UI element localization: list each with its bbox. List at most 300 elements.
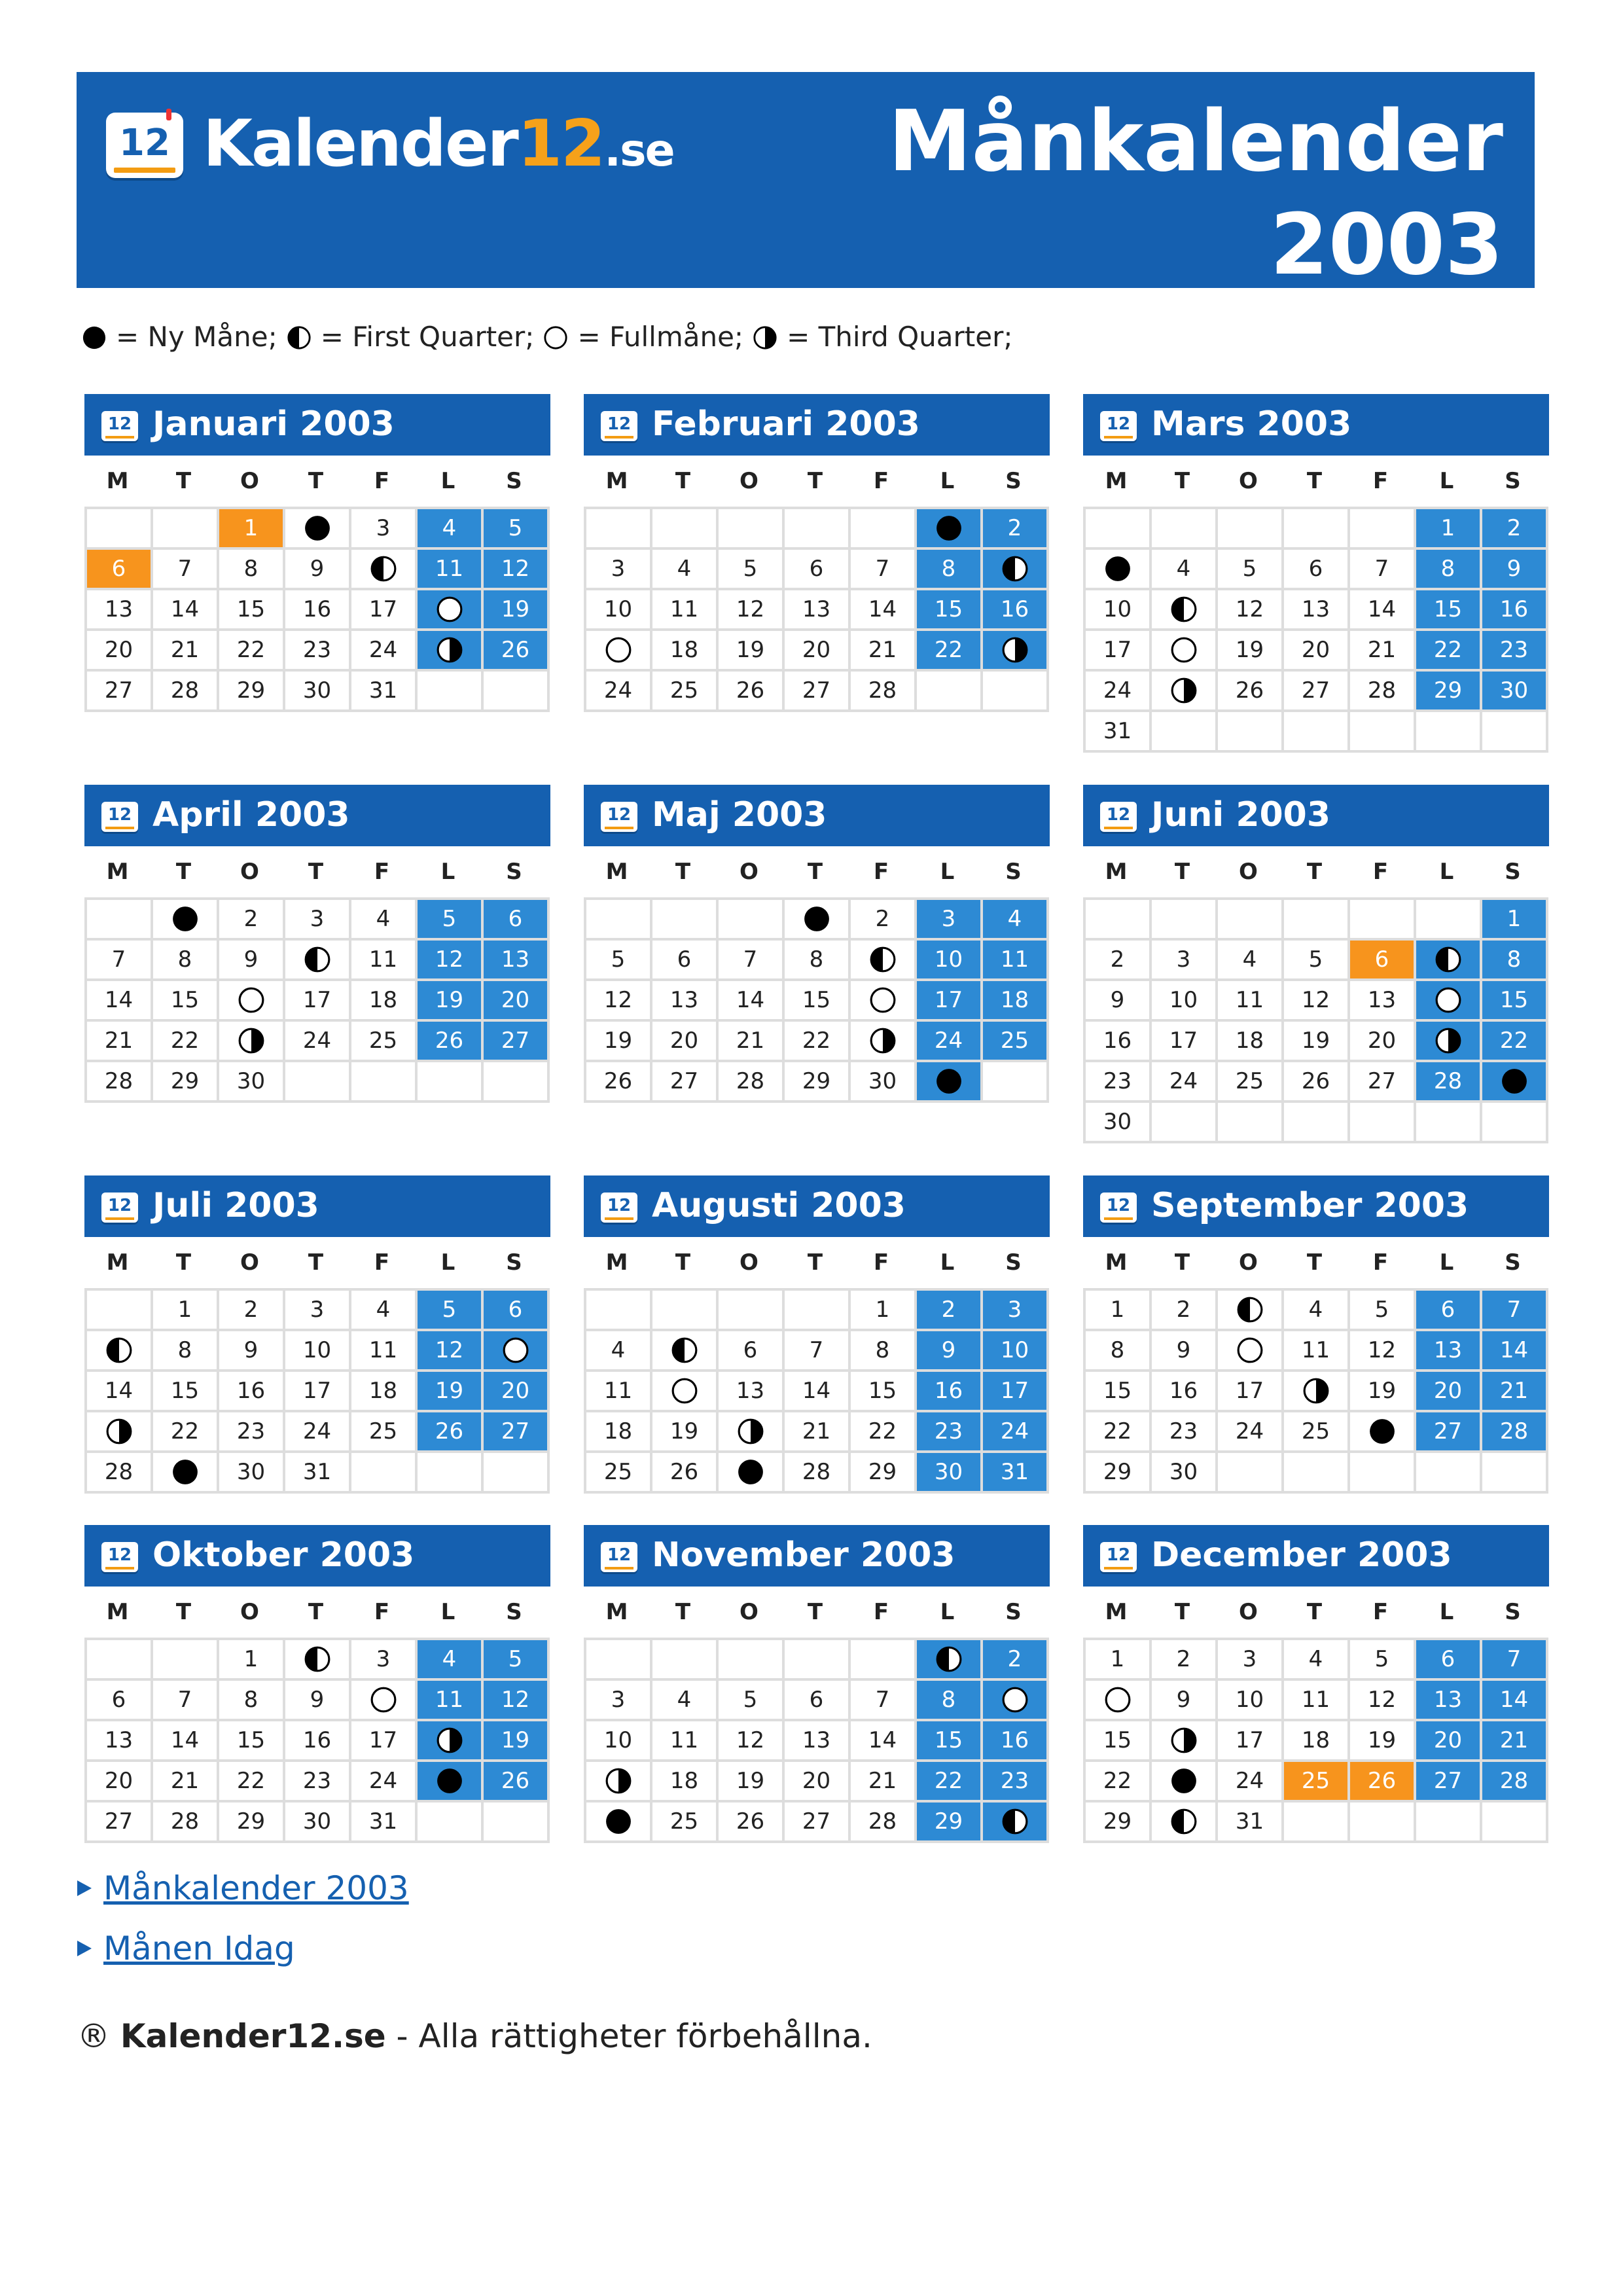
day-cell[interactable]: 28: [153, 1803, 219, 1843]
day-cell[interactable]: 21: [1350, 631, 1416, 672]
day-cell[interactable]: 7: [1482, 1291, 1548, 1331]
day-cell[interactable]: 10: [1218, 1681, 1284, 1721]
day-cell[interactable]: 22: [219, 1762, 285, 1803]
day-cell[interactable]: 29: [851, 1453, 917, 1494]
day-cell[interactable]: 29: [917, 1803, 983, 1843]
day-cell[interactable]: 30: [1086, 1103, 1152, 1143]
day-cell[interactable]: [983, 550, 1049, 590]
day-cell[interactable]: 31: [1086, 712, 1152, 753]
day-cell[interactable]: [219, 981, 285, 1022]
day-cell[interactable]: 27: [785, 1803, 851, 1843]
day-cell[interactable]: 18: [652, 631, 719, 672]
day-cell[interactable]: 4: [418, 509, 484, 550]
day-cell[interactable]: 30: [219, 1453, 285, 1494]
day-cell[interactable]: 17: [1218, 1721, 1284, 1762]
day-cell[interactable]: 29: [1086, 1803, 1152, 1843]
day-cell[interactable]: 10: [1086, 590, 1152, 631]
day-cell[interactable]: 4: [351, 900, 418, 941]
day-cell[interactable]: 22: [917, 1762, 983, 1803]
day-cell[interactable]: [983, 1681, 1049, 1721]
day-cell[interactable]: 20: [484, 1372, 550, 1412]
day-cell[interactable]: 5: [418, 900, 484, 941]
day-cell[interactable]: 15: [153, 1372, 219, 1412]
day-cell[interactable]: 23: [1482, 631, 1548, 672]
day-cell[interactable]: 16: [1482, 590, 1548, 631]
day-cell[interactable]: 11: [652, 1721, 719, 1762]
day-cell[interactable]: [1152, 1721, 1218, 1762]
day-cell[interactable]: 15: [785, 981, 851, 1022]
day-cell[interactable]: 24: [285, 1022, 351, 1062]
day-cell[interactable]: 31: [351, 672, 418, 712]
day-cell[interactable]: [1218, 1331, 1284, 1372]
day-cell[interactable]: 12: [1284, 981, 1350, 1022]
day-cell[interactable]: 15: [1086, 1372, 1152, 1412]
day-cell[interactable]: 18: [1218, 1022, 1284, 1062]
day-cell[interactable]: 2: [1152, 1291, 1218, 1331]
day-cell[interactable]: 26: [1218, 672, 1284, 712]
day-cell[interactable]: [418, 1762, 484, 1803]
day-cell[interactable]: [586, 631, 652, 672]
day-cell[interactable]: 28: [87, 1062, 153, 1103]
day-cell[interactable]: 15: [219, 1721, 285, 1762]
day-cell[interactable]: [917, 509, 983, 550]
day-cell[interactable]: 29: [1086, 1453, 1152, 1494]
day-cell[interactable]: 3: [285, 900, 351, 941]
day-cell[interactable]: 4: [652, 550, 719, 590]
day-cell[interactable]: 12: [484, 550, 550, 590]
day-cell[interactable]: 10: [586, 590, 652, 631]
day-cell[interactable]: 18: [351, 981, 418, 1022]
day-cell[interactable]: 4: [351, 1291, 418, 1331]
day-cell[interactable]: 6: [785, 1681, 851, 1721]
day-cell[interactable]: 8: [153, 1331, 219, 1372]
day-cell[interactable]: 21: [851, 631, 917, 672]
day-cell[interactable]: 28: [1482, 1412, 1548, 1453]
day-cell[interactable]: 17: [351, 590, 418, 631]
day-cell[interactable]: 3: [1152, 941, 1218, 981]
day-cell[interactable]: 13: [1284, 590, 1350, 631]
day-cell[interactable]: [1086, 550, 1152, 590]
day-cell[interactable]: 11: [652, 590, 719, 631]
day-cell[interactable]: 17: [1218, 1372, 1284, 1412]
day-cell[interactable]: 28: [1350, 672, 1416, 712]
day-cell[interactable]: 10: [1152, 981, 1218, 1022]
day-cell[interactable]: 1: [153, 1291, 219, 1331]
day-cell[interactable]: 30: [917, 1453, 983, 1494]
day-cell[interactable]: 13: [719, 1372, 785, 1412]
day-cell[interactable]: 12: [719, 1721, 785, 1762]
day-cell[interactable]: 19: [652, 1412, 719, 1453]
day-cell[interactable]: 26: [484, 631, 550, 672]
day-cell[interactable]: 23: [1152, 1412, 1218, 1453]
day-cell[interactable]: 5: [1284, 941, 1350, 981]
day-cell[interactable]: [351, 1681, 418, 1721]
day-cell[interactable]: 18: [983, 981, 1049, 1022]
day-cell[interactable]: 24: [917, 1022, 983, 1062]
day-cell[interactable]: 29: [1416, 672, 1482, 712]
day-cell[interactable]: 5: [1350, 1291, 1416, 1331]
day-cell[interactable]: 8: [1482, 941, 1548, 981]
day-cell[interactable]: 4: [1284, 1640, 1350, 1681]
day-cell[interactable]: [285, 509, 351, 550]
day-cell[interactable]: 8: [917, 550, 983, 590]
day-cell[interactable]: 17: [983, 1372, 1049, 1412]
day-cell[interactable]: 16: [219, 1372, 285, 1412]
day-cell[interactable]: [153, 1453, 219, 1494]
day-cell[interactable]: [1416, 941, 1482, 981]
day-cell[interactable]: 9: [219, 941, 285, 981]
day-cell[interactable]: [785, 900, 851, 941]
day-cell[interactable]: 23: [285, 1762, 351, 1803]
day-cell[interactable]: 22: [219, 631, 285, 672]
day-cell[interactable]: [719, 1453, 785, 1494]
day-cell[interactable]: 5: [1218, 550, 1284, 590]
day-cell[interactable]: 27: [785, 672, 851, 712]
day-cell[interactable]: 29: [219, 1803, 285, 1843]
day-cell[interactable]: 25: [351, 1412, 418, 1453]
day-cell[interactable]: 7: [785, 1331, 851, 1372]
day-cell[interactable]: 18: [652, 1762, 719, 1803]
day-cell[interactable]: 9: [285, 1681, 351, 1721]
day-cell[interactable]: 22: [1416, 631, 1482, 672]
day-cell[interactable]: 26: [1284, 1062, 1350, 1103]
day-cell[interactable]: 14: [153, 1721, 219, 1762]
day-cell[interactable]: 5: [719, 550, 785, 590]
link-manen-idag[interactable]: [77, 1929, 409, 1967]
day-cell[interactable]: 7: [719, 941, 785, 981]
day-cell[interactable]: 13: [785, 590, 851, 631]
day-cell[interactable]: [418, 590, 484, 631]
day-cell[interactable]: 13: [785, 1721, 851, 1762]
day-cell[interactable]: 17: [285, 1372, 351, 1412]
day-cell[interactable]: 10: [285, 1331, 351, 1372]
day-cell[interactable]: [719, 1412, 785, 1453]
day-cell[interactable]: 1: [1416, 509, 1482, 550]
day-cell[interactable]: 14: [785, 1372, 851, 1412]
day-cell[interactable]: [652, 1372, 719, 1412]
day-cell[interactable]: 27: [1416, 1762, 1482, 1803]
day-cell[interactable]: 22: [785, 1022, 851, 1062]
day-cell[interactable]: [351, 550, 418, 590]
day-cell[interactable]: 14: [851, 1721, 917, 1762]
day-cell[interactable]: 2: [219, 900, 285, 941]
day-cell[interactable]: 11: [351, 1331, 418, 1372]
day-cell[interactable]: 5: [586, 941, 652, 981]
day-cell[interactable]: 19: [586, 1022, 652, 1062]
day-cell[interactable]: 30: [851, 1062, 917, 1103]
day-cell[interactable]: 19: [484, 590, 550, 631]
day-cell[interactable]: 21: [153, 1762, 219, 1803]
day-cell[interactable]: [652, 1331, 719, 1372]
day-cell[interactable]: 22: [1086, 1412, 1152, 1453]
day-cell[interactable]: 14: [87, 1372, 153, 1412]
day-cell[interactable]: 21: [785, 1412, 851, 1453]
day-cell[interactable]: 20: [1350, 1022, 1416, 1062]
day-cell[interactable]: 2: [851, 900, 917, 941]
day-cell[interactable]: 6: [1350, 941, 1416, 981]
day-cell[interactable]: 2: [1086, 941, 1152, 981]
day-cell[interactable]: 19: [1350, 1721, 1416, 1762]
day-cell[interactable]: 20: [87, 631, 153, 672]
day-cell[interactable]: 6: [1284, 550, 1350, 590]
day-cell[interactable]: 1: [851, 1291, 917, 1331]
day-cell[interactable]: 9: [1482, 550, 1548, 590]
day-cell[interactable]: 20: [87, 1762, 153, 1803]
day-cell[interactable]: 11: [418, 550, 484, 590]
day-cell[interactable]: [285, 941, 351, 981]
day-cell[interactable]: 2: [983, 509, 1049, 550]
day-cell[interactable]: 22: [1086, 1762, 1152, 1803]
link-manekalender-text[interactable]: Månkalender 2003: [103, 1869, 409, 1907]
day-cell[interactable]: 24: [1152, 1062, 1218, 1103]
day-cell[interactable]: [1152, 590, 1218, 631]
day-cell[interactable]: 12: [1218, 590, 1284, 631]
day-cell[interactable]: 9: [917, 1331, 983, 1372]
day-cell[interactable]: 30: [219, 1062, 285, 1103]
day-cell[interactable]: 23: [917, 1412, 983, 1453]
day-cell[interactable]: 27: [1350, 1062, 1416, 1103]
day-cell[interactable]: 26: [652, 1453, 719, 1494]
day-cell[interactable]: 24: [351, 631, 418, 672]
day-cell[interactable]: 17: [1152, 1022, 1218, 1062]
day-cell[interactable]: 8: [1416, 550, 1482, 590]
day-cell[interactable]: 17: [285, 981, 351, 1022]
day-cell[interactable]: 30: [285, 672, 351, 712]
day-cell[interactable]: 9: [1152, 1681, 1218, 1721]
day-cell[interactable]: 28: [87, 1453, 153, 1494]
day-cell[interactable]: 25: [1218, 1062, 1284, 1103]
day-cell[interactable]: 27: [484, 1412, 550, 1453]
link-manekalender[interactable]: [77, 1869, 409, 1907]
day-cell[interactable]: 3: [1218, 1640, 1284, 1681]
day-cell[interactable]: 31: [1218, 1803, 1284, 1843]
day-cell[interactable]: 16: [1152, 1372, 1218, 1412]
day-cell[interactable]: 24: [351, 1762, 418, 1803]
day-cell[interactable]: 25: [983, 1022, 1049, 1062]
day-cell[interactable]: 14: [153, 590, 219, 631]
day-cell[interactable]: 30: [1152, 1453, 1218, 1494]
day-cell[interactable]: 26: [1350, 1762, 1416, 1803]
day-cell[interactable]: 8: [219, 550, 285, 590]
day-cell[interactable]: 15: [917, 590, 983, 631]
day-cell[interactable]: 21: [1482, 1721, 1548, 1762]
day-cell[interactable]: 11: [1284, 1681, 1350, 1721]
day-cell[interactable]: [418, 1721, 484, 1762]
day-cell[interactable]: 21: [1482, 1372, 1548, 1412]
day-cell[interactable]: 6: [87, 1681, 153, 1721]
day-cell[interactable]: 4: [1284, 1291, 1350, 1331]
day-cell[interactable]: 24: [1086, 672, 1152, 712]
day-cell[interactable]: [153, 900, 219, 941]
day-cell[interactable]: 10: [983, 1331, 1049, 1372]
day-cell[interactable]: 28: [851, 1803, 917, 1843]
day-cell[interactable]: [851, 941, 917, 981]
day-cell[interactable]: 12: [1350, 1681, 1416, 1721]
day-cell[interactable]: 24: [983, 1412, 1049, 1453]
day-cell[interactable]: 20: [785, 1762, 851, 1803]
day-cell[interactable]: [1416, 981, 1482, 1022]
day-cell[interactable]: 6: [484, 1291, 550, 1331]
day-cell[interactable]: [484, 1331, 550, 1372]
day-cell[interactable]: 3: [285, 1291, 351, 1331]
day-cell[interactable]: 29: [219, 672, 285, 712]
day-cell[interactable]: 28: [1416, 1062, 1482, 1103]
day-cell[interactable]: 18: [586, 1412, 652, 1453]
day-cell[interactable]: 4: [983, 900, 1049, 941]
day-cell[interactable]: 18: [1284, 1721, 1350, 1762]
day-cell[interactable]: 19: [418, 1372, 484, 1412]
day-cell[interactable]: 10: [917, 941, 983, 981]
day-cell[interactable]: 12: [1350, 1331, 1416, 1372]
day-cell[interactable]: [983, 1803, 1049, 1843]
day-cell[interactable]: 7: [87, 941, 153, 981]
day-cell[interactable]: [917, 1640, 983, 1681]
day-cell[interactable]: 2: [983, 1640, 1049, 1681]
day-cell[interactable]: 11: [1218, 981, 1284, 1022]
day-cell[interactable]: 24: [1218, 1762, 1284, 1803]
day-cell[interactable]: 17: [351, 1721, 418, 1762]
day-cell[interactable]: 19: [1350, 1372, 1416, 1412]
day-cell[interactable]: 15: [1482, 981, 1548, 1022]
day-cell[interactable]: 13: [484, 941, 550, 981]
day-cell[interactable]: 15: [917, 1721, 983, 1762]
day-cell[interactable]: 28: [153, 672, 219, 712]
day-cell[interactable]: 20: [1416, 1721, 1482, 1762]
day-cell[interactable]: 21: [153, 631, 219, 672]
day-cell[interactable]: 4: [1218, 941, 1284, 981]
day-cell[interactable]: 2: [1152, 1640, 1218, 1681]
day-cell[interactable]: 21: [719, 1022, 785, 1062]
day-cell[interactable]: 26: [418, 1022, 484, 1062]
day-cell[interactable]: 21: [851, 1762, 917, 1803]
day-cell[interactable]: 9: [1152, 1331, 1218, 1372]
day-cell[interactable]: [418, 631, 484, 672]
day-cell[interactable]: 29: [153, 1062, 219, 1103]
day-cell[interactable]: 12: [484, 1681, 550, 1721]
day-cell[interactable]: 14: [1482, 1681, 1548, 1721]
day-cell[interactable]: 13: [1416, 1331, 1482, 1372]
day-cell[interactable]: 25: [586, 1453, 652, 1494]
day-cell[interactable]: 27: [484, 1022, 550, 1062]
day-cell[interactable]: 13: [87, 1721, 153, 1762]
day-cell[interactable]: [1416, 1022, 1482, 1062]
day-cell[interactable]: 3: [351, 1640, 418, 1681]
day-cell[interactable]: 8: [851, 1331, 917, 1372]
day-cell[interactable]: 11: [1284, 1331, 1350, 1372]
day-cell[interactable]: 19: [418, 981, 484, 1022]
day-cell[interactable]: 15: [219, 590, 285, 631]
day-cell[interactable]: [851, 1022, 917, 1062]
day-cell[interactable]: 20: [785, 631, 851, 672]
day-cell[interactable]: 13: [652, 981, 719, 1022]
day-cell[interactable]: 8: [785, 941, 851, 981]
day-cell[interactable]: [1218, 1291, 1284, 1331]
day-cell[interactable]: 31: [351, 1803, 418, 1843]
day-cell[interactable]: 20: [652, 1022, 719, 1062]
day-cell[interactable]: 27: [1284, 672, 1350, 712]
day-cell[interactable]: 13: [1416, 1681, 1482, 1721]
day-cell[interactable]: 5: [719, 1681, 785, 1721]
day-cell[interactable]: 14: [851, 590, 917, 631]
day-cell[interactable]: 22: [153, 1022, 219, 1062]
day-cell[interactable]: 25: [652, 672, 719, 712]
day-cell[interactable]: [917, 1062, 983, 1103]
day-cell[interactable]: 7: [1482, 1640, 1548, 1681]
day-cell[interactable]: 28: [1482, 1762, 1548, 1803]
day-cell[interactable]: 8: [1086, 1331, 1152, 1372]
day-cell[interactable]: 6: [652, 941, 719, 981]
day-cell[interactable]: 30: [285, 1803, 351, 1843]
day-cell[interactable]: 15: [153, 981, 219, 1022]
day-cell[interactable]: 7: [851, 550, 917, 590]
day-cell[interactable]: 31: [983, 1453, 1049, 1494]
day-cell[interactable]: 11: [586, 1372, 652, 1412]
day-cell[interactable]: 8: [917, 1681, 983, 1721]
day-cell[interactable]: 16: [917, 1372, 983, 1412]
day-cell[interactable]: [1350, 1412, 1416, 1453]
day-cell[interactable]: 12: [418, 941, 484, 981]
day-cell[interactable]: 14: [719, 981, 785, 1022]
day-cell[interactable]: [1152, 1762, 1218, 1803]
day-cell[interactable]: 12: [418, 1331, 484, 1372]
day-cell[interactable]: 25: [351, 1022, 418, 1062]
day-cell[interactable]: 22: [153, 1412, 219, 1453]
day-cell[interactable]: 23: [219, 1412, 285, 1453]
day-cell[interactable]: 25: [652, 1803, 719, 1843]
day-cell[interactable]: 4: [418, 1640, 484, 1681]
day-cell[interactable]: 19: [1284, 1022, 1350, 1062]
day-cell[interactable]: 27: [87, 1803, 153, 1843]
day-cell[interactable]: 5: [484, 1640, 550, 1681]
day-cell[interactable]: 12: [586, 981, 652, 1022]
day-cell[interactable]: 1: [1086, 1291, 1152, 1331]
day-cell[interactable]: 16: [983, 1721, 1049, 1762]
day-cell[interactable]: 6: [785, 550, 851, 590]
day-cell[interactable]: 16: [285, 590, 351, 631]
day-cell[interactable]: 24: [586, 672, 652, 712]
day-cell[interactable]: 6: [87, 550, 153, 590]
day-cell[interactable]: 4: [586, 1331, 652, 1372]
day-cell[interactable]: 3: [983, 1291, 1049, 1331]
day-cell[interactable]: [87, 1412, 153, 1453]
day-cell[interactable]: 15: [1416, 590, 1482, 631]
day-cell[interactable]: 18: [351, 1372, 418, 1412]
day-cell[interactable]: 2: [219, 1291, 285, 1331]
day-cell[interactable]: 17: [1086, 631, 1152, 672]
day-cell[interactable]: 22: [851, 1412, 917, 1453]
day-cell[interactable]: [586, 1803, 652, 1843]
day-cell[interactable]: 19: [719, 631, 785, 672]
day-cell[interactable]: [1482, 1062, 1548, 1103]
day-cell[interactable]: 5: [484, 509, 550, 550]
day-cell[interactable]: 13: [87, 590, 153, 631]
day-cell[interactable]: 11: [418, 1681, 484, 1721]
day-cell[interactable]: 28: [785, 1453, 851, 1494]
day-cell[interactable]: 24: [1218, 1412, 1284, 1453]
day-cell[interactable]: 2: [1482, 509, 1548, 550]
day-cell[interactable]: 20: [1284, 631, 1350, 672]
day-cell[interactable]: 27: [1416, 1412, 1482, 1453]
day-cell[interactable]: 6: [1416, 1640, 1482, 1681]
day-cell[interactable]: 3: [351, 509, 418, 550]
day-cell[interactable]: 26: [418, 1412, 484, 1453]
day-cell[interactable]: 24: [285, 1412, 351, 1453]
day-cell[interactable]: 4: [1152, 550, 1218, 590]
day-cell[interactable]: 19: [1218, 631, 1284, 672]
day-cell[interactable]: 22: [1482, 1022, 1548, 1062]
day-cell[interactable]: 9: [219, 1331, 285, 1372]
day-cell[interactable]: [1086, 1681, 1152, 1721]
